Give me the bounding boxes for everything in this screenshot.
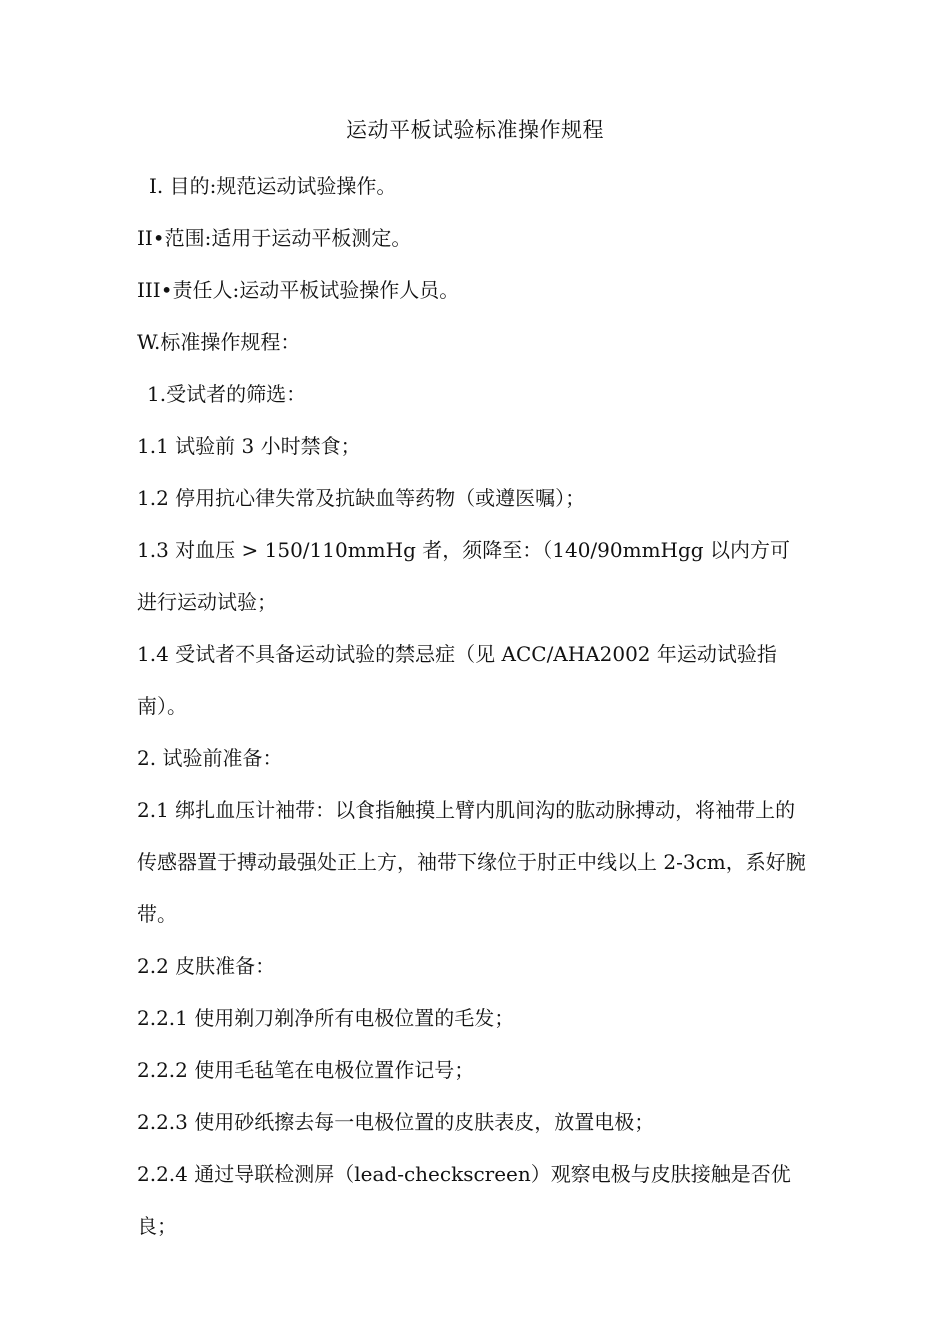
item-2-2-3: 2.2.3 使用砂纸擦去每一电极位置的皮肤表皮，放置电极；: [137, 1110, 655, 1134]
item-1-4: 1.4 受试者不具备运动试验的禁忌症（见 ACC/AHA2002 年运动试验指南）。: [137, 642, 777, 718]
item-2-2: 2.2 皮肤准备：: [137, 954, 276, 978]
item-1-2: 1.2 停用抗心律失常及抗缺血等药物（或遵医嘱）；: [137, 486, 586, 510]
section-procedure-heading: W.标准操作规程：: [137, 330, 301, 354]
document-title: 运动平板试验标准操作规程: [346, 118, 604, 142]
item-2-2-2: 2.2.2 使用毛毡笔在电极位置作记号；: [137, 1058, 475, 1082]
item-2-1: 2.1 绑扎血压计袖带：以食指触摸上臂内肌间沟的肱动脉搏动，将袖带上的传感器置于搏动最强处正上方，袖带下缘位于肘正中线以上 2-3cm，系好腕带。: [137, 798, 806, 926]
item-2-2-1: 2.2.1 使用剃刀剃净所有电极位置的毛发；: [137, 1006, 515, 1030]
section-purpose: I. 目的:规范运动试验操作。: [149, 174, 397, 198]
subsection-subject-screening: 1.受试者的筛选：: [147, 382, 307, 406]
subsection-preparation: 2. 试验前准备：: [137, 746, 283, 770]
item-1-3: 1.3 对血压 > 150/110mmHg 者，须降至：（140/90mmHgg 以内方可进行运动试验；: [137, 538, 790, 614]
document-body: [137, 160, 807, 1252]
item-2-2-4: 2.2.4 通过导联检测屏（lead-checkscreen）观察电极与皮肤接触是否优良；: [137, 1162, 791, 1238]
item-1-1: 1.1 试验前 3 小时禁食；: [137, 434, 361, 458]
section-responsible: III•责任人:运动平板试验操作人员。: [137, 278, 460, 302]
section-scope: II•范围:适用于运动平板测定。: [137, 226, 412, 250]
